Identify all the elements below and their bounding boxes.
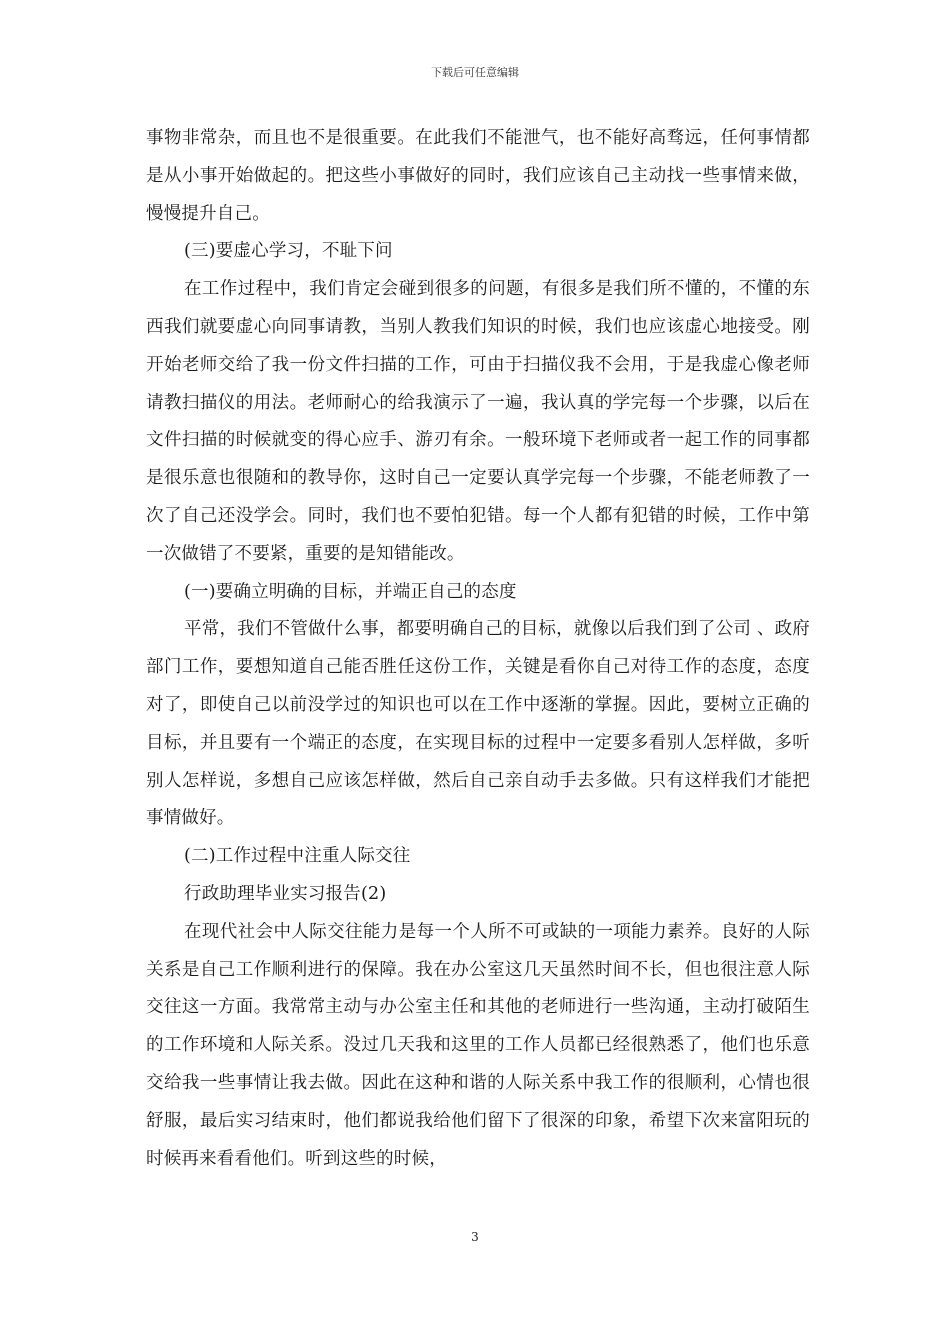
paragraph-1: 事物非常杂，而且也不是很重要。在此我们不能泄气，也不能好高骛远，任何事情都是从小事开始做起的。把这些小事做好的同时，我们应该自己主动找一些事情来做，慢慢提升自己。 [146, 128, 810, 224]
paragraph-3: 平常，我们不管做什么事，都要明确自己的目标，就像以后我们到了公司 、政府部门工作，要想知道自己能否胜任这份工作，关键是看你自己对待工作的态度，态度对了，即使自己以前没学过的知识也可以在工作中逐渐的掌握。因此，要树立正确的目标，并且要有一个端正的态度，在实现目标的过程中一定要多看别人怎样做，多听别人怎样说，多想自己应该怎样做，然后自己亲自动手去多做。只有这样我们才能把事情做好。 [146, 619, 810, 829]
section-heading-3: (三)要虚心学习，不耻下问 [184, 241, 393, 262]
section-heading-1: (一)要确立明确的目标，并端正自己的态度 [184, 581, 517, 602]
paragraph-4: 在现代社会中人际交往能力是每一个人所不可或缺的一项能力素养。良好的人际关系是自己工作顺利进行的保障。我在办公室这几天虽然时间不长，但也很注意人际交往这一方面。我常常主动与办公室主任和其他的老师进行一些沟通，主动打破陌生的工作环境和人际关系。没过几天我和这里的工作人员都已经很熟悉了，他们也乐意交给我一些事情让我去做。因此在这种和谐的人际关系中我工作的很顺利，心情也很舒服，最后实习结束时，他们都说我给他们留下了很深的印象，希望下次来富阳玩的时候再来看看他们。听到这些的时候， [146, 921, 810, 1169]
document-body [146, 120, 810, 1178]
section-heading-2: (二)工作过程中注重人际交往 [184, 846, 411, 867]
paragraph-2: 在工作过程中，我们肯定会碰到很多的问题，有很多是我们所不懂的，不懂的东西我们就要虚心向同事请教，当别人教我们知识的时候，我们也应该虚心地接受。刚开始老师交给了我一份文件扫描的工作，可由于扫描仪我不会用，于是我虚心像老师请教扫描仪的用法。老师耐心的给我演示了一遍，我认真的学完每一个步骤，以后在文件扫描的时候就变的得心应手、游刃有余。一般环境下老师或者一起工作的同事都是很乐意也很随和的教导你，这时自己一定要认真学完每一个步骤，不能老师教了一次了自己还没学会。同时，我们也不要怕犯错。每一个人都有犯错的时候，工作中第一次做错了不要紧，重要的是知错能改。 [146, 279, 810, 564]
page-number: 3 [471, 1230, 479, 1244]
report-title: 行政助理毕业实习报告(2) [184, 883, 387, 904]
page-header: 下载后可任意编辑 [431, 66, 519, 79]
